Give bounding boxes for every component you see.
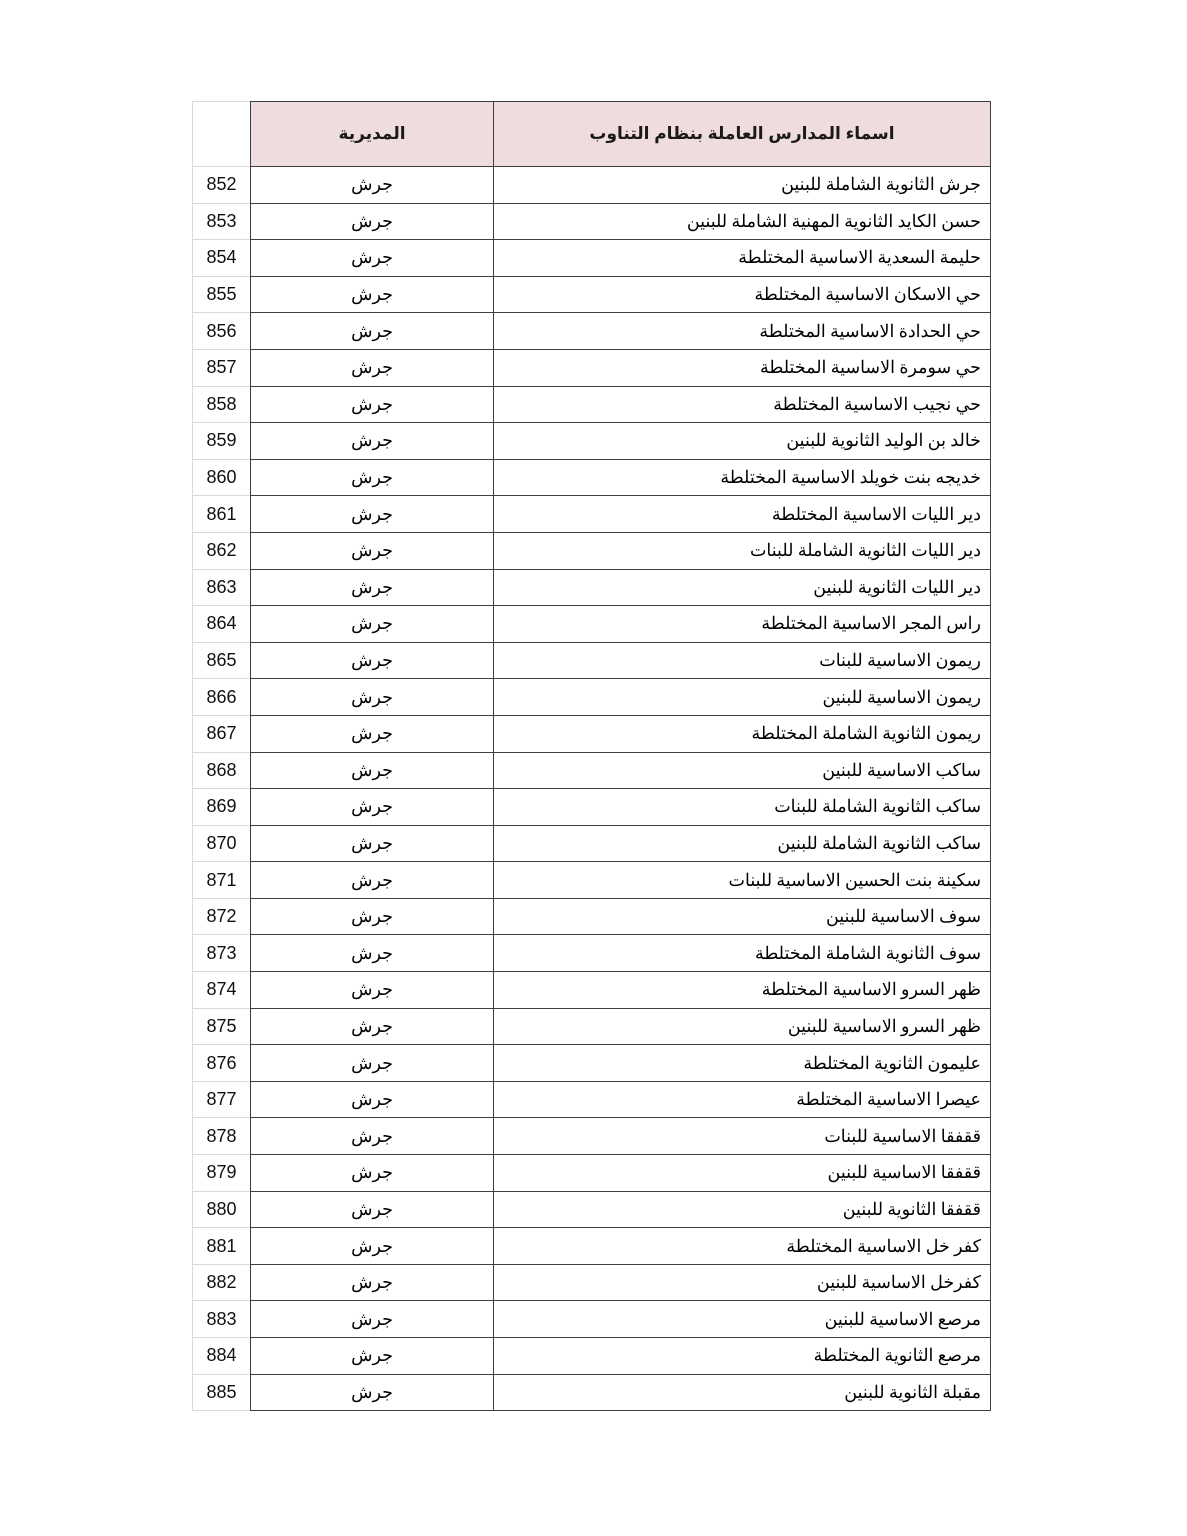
cell-directorate: جرش — [251, 240, 494, 277]
table-row — [193, 276, 991, 313]
table-row — [193, 532, 991, 569]
cell-index: 884 — [193, 1338, 251, 1375]
cell-index: 869 — [193, 789, 251, 826]
cell-school-name: ققفقا الثانوية للبنين — [494, 1191, 991, 1228]
cell-index: 853 — [193, 203, 251, 240]
cell-directorate: جرش — [251, 1301, 494, 1338]
cell-school-name: راس المجر الاساسية المختلطة — [494, 606, 991, 643]
cell-directorate: جرش — [251, 532, 494, 569]
column-header-school-name: اسماء المدارس العاملة بنظام التناوب — [494, 102, 991, 167]
cell-index: 878 — [193, 1118, 251, 1155]
cell-index: 874 — [193, 972, 251, 1009]
table-header-row — [193, 102, 991, 167]
cell-index: 867 — [193, 715, 251, 752]
cell-school-name: عيصرا الاساسية المختلطة — [494, 1081, 991, 1118]
table-row — [193, 496, 991, 533]
cell-school-name: حليمة السعدية الاساسية المختلطة — [494, 240, 991, 277]
cell-directorate: جرش — [251, 752, 494, 789]
cell-index: 857 — [193, 349, 251, 386]
cell-school-name: سكينة بنت الحسين الاساسية للبنات — [494, 862, 991, 899]
cell-school-name: ظهر السرو الاساسية المختلطة — [494, 972, 991, 1009]
table-row — [193, 1081, 991, 1118]
cell-index: 864 — [193, 606, 251, 643]
cell-directorate: جرش — [251, 642, 494, 679]
table-row — [193, 386, 991, 423]
table-row — [193, 240, 991, 277]
table-row — [193, 1118, 991, 1155]
cell-index: 882 — [193, 1264, 251, 1301]
cell-school-name: حي نجيب الاساسية المختلطة — [494, 386, 991, 423]
cell-school-name: دير الليات الثانوية للبنين — [494, 569, 991, 606]
cell-directorate: جرش — [251, 1045, 494, 1082]
cell-school-name: جرش الثانوية الشاملة للبنين — [494, 167, 991, 204]
cell-index: 859 — [193, 423, 251, 460]
cell-index: 883 — [193, 1301, 251, 1338]
cell-directorate: جرش — [251, 1191, 494, 1228]
cell-directorate: جرش — [251, 898, 494, 935]
cell-index: 881 — [193, 1228, 251, 1265]
cell-index: 854 — [193, 240, 251, 277]
cell-directorate: جرش — [251, 167, 494, 204]
table-row — [193, 1301, 991, 1338]
cell-directorate: جرش — [251, 935, 494, 972]
cell-directorate: جرش — [251, 1338, 494, 1375]
cell-index: 866 — [193, 679, 251, 716]
cell-school-name: خديجه بنت خويلد الاساسية المختلطة — [494, 459, 991, 496]
cell-index: 860 — [193, 459, 251, 496]
cell-index: 862 — [193, 532, 251, 569]
table-row — [193, 935, 991, 972]
cell-index: 876 — [193, 1045, 251, 1082]
cell-directorate: جرش — [251, 1228, 494, 1265]
table-row — [193, 1264, 991, 1301]
cell-index: 865 — [193, 642, 251, 679]
cell-school-name: ققفقا الاساسية للبنين — [494, 1155, 991, 1192]
cell-school-name: دير الليات الثانوية الشاملة للبنات — [494, 532, 991, 569]
cell-school-name: حي الاسكان الاساسية المختلطة — [494, 276, 991, 313]
cell-index: 872 — [193, 898, 251, 935]
cell-index: 871 — [193, 862, 251, 899]
table-row — [193, 423, 991, 460]
table-row — [193, 349, 991, 386]
cell-index: 880 — [193, 1191, 251, 1228]
column-header-index — [193, 102, 251, 167]
cell-directorate: جرش — [251, 715, 494, 752]
cell-school-name: سوف الاساسية للبنين — [494, 898, 991, 935]
cell-school-name: خالد بن الوليد الثانوية للبنين — [494, 423, 991, 460]
table-body — [193, 167, 991, 1411]
table-row — [193, 1191, 991, 1228]
cell-index: 873 — [193, 935, 251, 972]
table-row — [193, 313, 991, 350]
table-row — [193, 1155, 991, 1192]
cell-directorate: جرش — [251, 313, 494, 350]
cell-index: 870 — [193, 825, 251, 862]
cell-directorate: جرش — [251, 1374, 494, 1411]
cell-school-name: ريمون الثانوية الشاملة المختلطة — [494, 715, 991, 752]
table-row — [193, 569, 991, 606]
table-row — [193, 1338, 991, 1375]
table-row — [193, 203, 991, 240]
cell-directorate: جرش — [251, 972, 494, 1009]
schools-table-container — [193, 101, 991, 1411]
cell-directorate: جرش — [251, 459, 494, 496]
table-header — [193, 102, 991, 167]
cell-school-name: مرصع الثانوية المختلطة — [494, 1338, 991, 1375]
cell-index: 861 — [193, 496, 251, 533]
cell-index: 875 — [193, 1008, 251, 1045]
cell-directorate: جرش — [251, 1081, 494, 1118]
cell-school-name: ساكب الثانوية الشاملة للبنات — [494, 789, 991, 826]
cell-directorate: جرش — [251, 349, 494, 386]
cell-school-name: حسن الكايد الثانوية المهنية الشاملة للبنين — [494, 203, 991, 240]
cell-index: 855 — [193, 276, 251, 313]
cell-directorate: جرش — [251, 496, 494, 533]
table-row — [193, 459, 991, 496]
cell-index: 863 — [193, 569, 251, 606]
cell-directorate: جرش — [251, 606, 494, 643]
cell-school-name: ساكب الثانوية الشاملة للبنين — [494, 825, 991, 862]
table-row — [193, 862, 991, 899]
table-row — [193, 752, 991, 789]
table-row — [193, 1374, 991, 1411]
cell-school-name: كفرخل الاساسية للبنين — [494, 1264, 991, 1301]
table-row — [193, 898, 991, 935]
table-row — [193, 825, 991, 862]
cell-directorate: جرش — [251, 1118, 494, 1155]
cell-directorate: جرش — [251, 203, 494, 240]
cell-school-name: دير الليات الاساسية المختلطة — [494, 496, 991, 533]
cell-index: 885 — [193, 1374, 251, 1411]
cell-school-name: حي سومرة الاساسية المختلطة — [494, 349, 991, 386]
table-row — [193, 679, 991, 716]
cell-directorate: جرش — [251, 862, 494, 899]
cell-school-name: حي الحدادة الاساسية المختلطة — [494, 313, 991, 350]
table-row — [193, 789, 991, 826]
cell-school-name: ققفقا الاساسية للبنات — [494, 1118, 991, 1155]
cell-directorate: جرش — [251, 423, 494, 460]
table-row — [193, 1045, 991, 1082]
cell-directorate: جرش — [251, 679, 494, 716]
cell-directorate: جرش — [251, 1155, 494, 1192]
cell-index: 879 — [193, 1155, 251, 1192]
cell-directorate: جرش — [251, 1264, 494, 1301]
table-row — [193, 715, 991, 752]
cell-school-name: مرصع الاساسية للبنين — [494, 1301, 991, 1338]
cell-index: 877 — [193, 1081, 251, 1118]
table-row — [193, 1008, 991, 1045]
table-row — [193, 167, 991, 204]
cell-directorate: جرش — [251, 1008, 494, 1045]
table-row — [193, 1228, 991, 1265]
table-row — [193, 642, 991, 679]
cell-index: 858 — [193, 386, 251, 423]
cell-school-name: ريمون الاساسية للبنات — [494, 642, 991, 679]
cell-school-name: سوف الثانوية الشاملة المختلطة — [494, 935, 991, 972]
cell-directorate: جرش — [251, 276, 494, 313]
cell-school-name: ظهر السرو الاساسية للبنين — [494, 1008, 991, 1045]
cell-school-name: عليمون الثانوية المختلطة — [494, 1045, 991, 1082]
cell-directorate: جرش — [251, 569, 494, 606]
column-header-directorate: المديرية — [251, 102, 494, 167]
cell-directorate: جرش — [251, 789, 494, 826]
table-row — [193, 972, 991, 1009]
table-row — [193, 606, 991, 643]
cell-school-name: كفر خل الاساسية المختلطة — [494, 1228, 991, 1265]
cell-directorate: جرش — [251, 386, 494, 423]
schools-table — [192, 101, 991, 1411]
cell-directorate: جرش — [251, 825, 494, 862]
cell-school-name: مقبلة الثانوية للبنين — [494, 1374, 991, 1411]
cell-index: 868 — [193, 752, 251, 789]
cell-school-name: ساكب الاساسية للبنين — [494, 752, 991, 789]
cell-school-name: ريمون الاساسية للبنين — [494, 679, 991, 716]
cell-index: 852 — [193, 167, 251, 204]
cell-index: 856 — [193, 313, 251, 350]
